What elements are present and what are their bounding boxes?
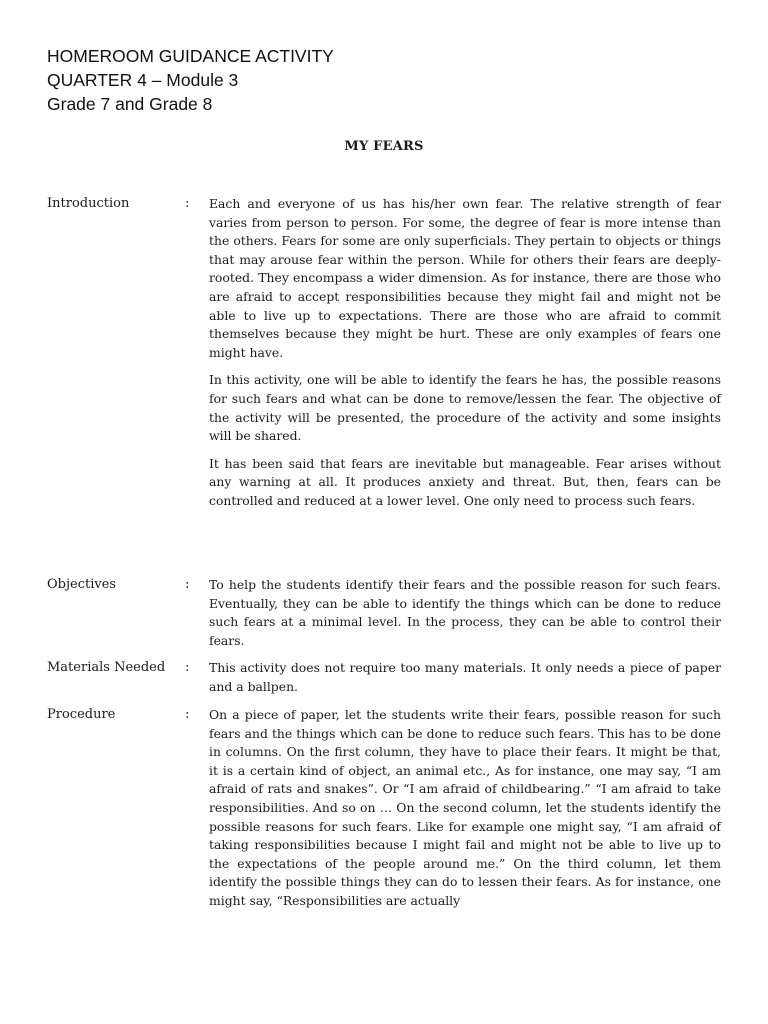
section-colon: : (185, 707, 190, 722)
introduction-paragraph-2: In this activity, one will be able to identify the fears he has, the possible reasons for such fears and what can be done to remove/lessen the fear. The objective of the activity will be presented, the procedure of the activity and some insights will be shared. (209, 372, 721, 444)
header-quarter-module: QUARTER 4 – Module 3 (47, 70, 239, 90)
document-title: MY FEARS (344, 139, 424, 154)
header-activity-title: HOMEROOM GUIDANCE ACTIVITY (47, 46, 334, 66)
section-label-objectives: Objectives (47, 577, 117, 592)
section-label-procedure: Procedure (47, 707, 116, 722)
objectives-paragraph: To help the students identify their fears and the possible reason for such fears. Eventually, they can be able to identify the things which can be done to reduce such fears at a minimal level. In the process, they can be able to control their fears. (209, 577, 721, 648)
section-colon: : (185, 577, 190, 592)
section-colon: : (185, 196, 190, 211)
procedure-paragraph: On a piece of paper, let the students write their fears, possible reason for such fears and the things which can be done to reduce such fears. This has to be done in columns. On the first column, they have to place their fears. It might be that, it is a certain kind of object, an animal etc., As for instance, one may say, “I am afraid of rats and snakes”. Or “I am afraid of childbearing.” “I am afraid to take responsibilities. And so on … On the second column, let the students identify the possible reasons for such fears. Like for example one might say, “I am afraid of taking responsibilities because I might fail and might not be able to live up to the expectations of the people around me.” On the third column, let them identify the possible things they can do to lessen their fears. As for instance, one might say, “Responsibilities are actually (209, 707, 721, 908)
section-body-procedure (209, 706, 721, 920)
section-label-introduction: Introduction (47, 196, 130, 211)
section-colon: : (185, 660, 190, 675)
section-body-objectives (209, 576, 721, 659)
document-header (47, 44, 334, 116)
introduction-paragraph-1: Each and everyone of us has his/her own fear. The relative strength of fear varies from person to person. For some, the degree of fear is more intense than the others. Fears for some are only superficials. They pertain to objects or things that may arouse fear within the person. While for others their fears are deeply-rooted. They encompass a wider dimension. As for instance, there are those who are afraid to accept responsibilities because they might fail and might not be able to live up to expectations. There are those who are afraid to commit themselves because they might be hurt. These are only examples of fears one might have. (209, 196, 721, 360)
introduction-paragraph-3: It has been said that fears are inevitable but manageable. Fear arises without any warning at all. It produces anxiety and threat. But, then, fears can be controlled and reduced at a lower level. One only need to process such fears. (209, 455, 721, 508)
materials-paragraph: This activity does not require too many materials. It only needs a piece of paper and a ballpen. (209, 660, 721, 694)
section-label-materials-needed: Materials Needed (47, 660, 166, 675)
section-body-materials-needed (209, 659, 721, 705)
header-grade-level: Grade 7 and Grade 8 (47, 94, 213, 114)
section-body-introduction (209, 195, 721, 520)
